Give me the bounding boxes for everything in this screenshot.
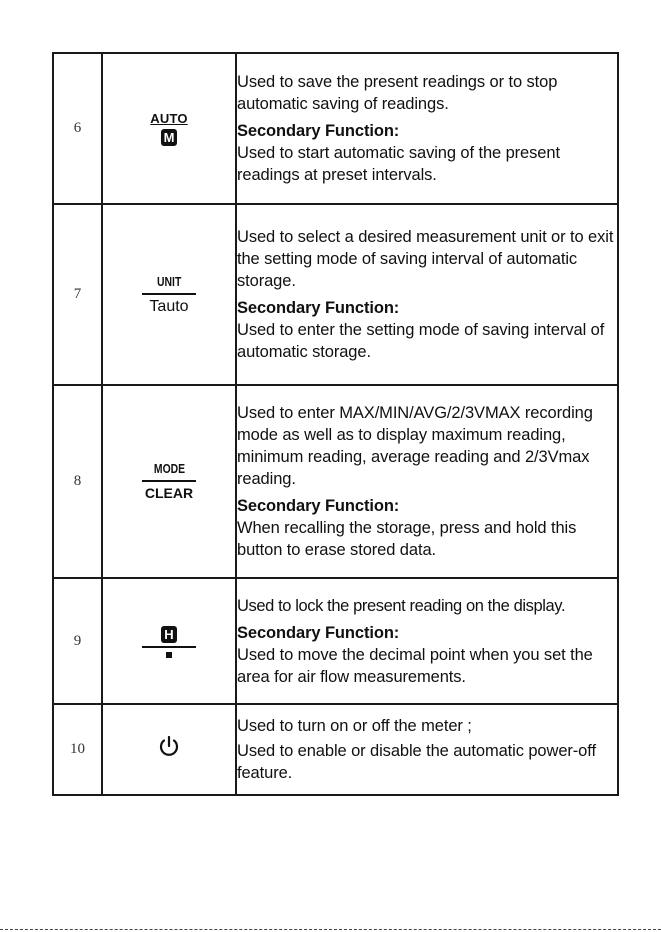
key-function-table (52, 52, 619, 796)
primary-function: Used to select a desired measurement unit or to exit the setting mode of saving interval of automatic storage. (237, 228, 614, 290)
mode-clear-key (102, 385, 236, 578)
row-number: 10 (53, 704, 102, 795)
row-number: 8 (53, 385, 102, 578)
table-row (53, 578, 618, 704)
table-row (53, 385, 618, 578)
row-number: 9 (53, 578, 102, 704)
key-divider (142, 646, 196, 648)
secondary-heading: Secondary Function: (237, 623, 400, 642)
secondary-function: Used to move the decimal point when you set the area for air flow measurements. (237, 645, 593, 686)
row-number: 7 (53, 204, 102, 385)
hold-icon: H (161, 626, 177, 643)
power-icon (158, 746, 180, 763)
key-divider (142, 293, 196, 295)
power-key (102, 704, 236, 795)
table-row (53, 704, 618, 795)
primary-function: Used to save the present readings or to stop automatic saving of readings. (237, 73, 558, 113)
table-row (53, 53, 618, 204)
primary-function: Used to enter MAX/MIN/AVG/2/3VMAX recording mode as well as to display maximum reading, minimum reading, average reading and 2/3Vmax reading. (237, 404, 593, 488)
row-description (236, 53, 618, 204)
primary-function: Used to lock the present reading on the display. (237, 596, 566, 615)
row-description (236, 204, 618, 385)
key-divider (142, 480, 196, 482)
page-bottom-rule (0, 929, 661, 931)
secondary-heading: Secondary Function: (237, 497, 400, 515)
hold-key (102, 578, 236, 704)
row-description (236, 385, 618, 578)
key-bottom-label: CLEAR (144, 485, 194, 501)
key-top-label: UNIT (156, 274, 182, 289)
secondary-heading: Secondary Function: (237, 122, 400, 140)
row-description (236, 578, 618, 704)
row-number: 6 (53, 53, 102, 204)
unit-tauto-key (102, 204, 236, 385)
secondary-heading: Secondary Function: (237, 299, 400, 317)
table-row (53, 204, 618, 385)
decimal-point-icon (166, 652, 172, 658)
row-description (236, 704, 618, 795)
secondary-function: Used to enter the setting mode of saving interval of automatic storage. (237, 321, 605, 361)
key-bottom-label: Tauto (149, 298, 189, 315)
key-top-label: MODE (153, 461, 185, 476)
auto-m-key (102, 53, 236, 204)
primary-function: Used to turn on or off the meter ; (237, 717, 472, 735)
key-bottom-label: M (161, 129, 177, 146)
secondary-function: Used to start automatic saving of the present readings at preset intervals. (237, 144, 560, 184)
secondary-function: When recalling the storage, press and hold this button to erase stored data. (237, 519, 577, 559)
key-top-label: AUTO (150, 110, 188, 126)
secondary-function: Used to enable or disable the automatic power-off feature. (237, 742, 596, 782)
